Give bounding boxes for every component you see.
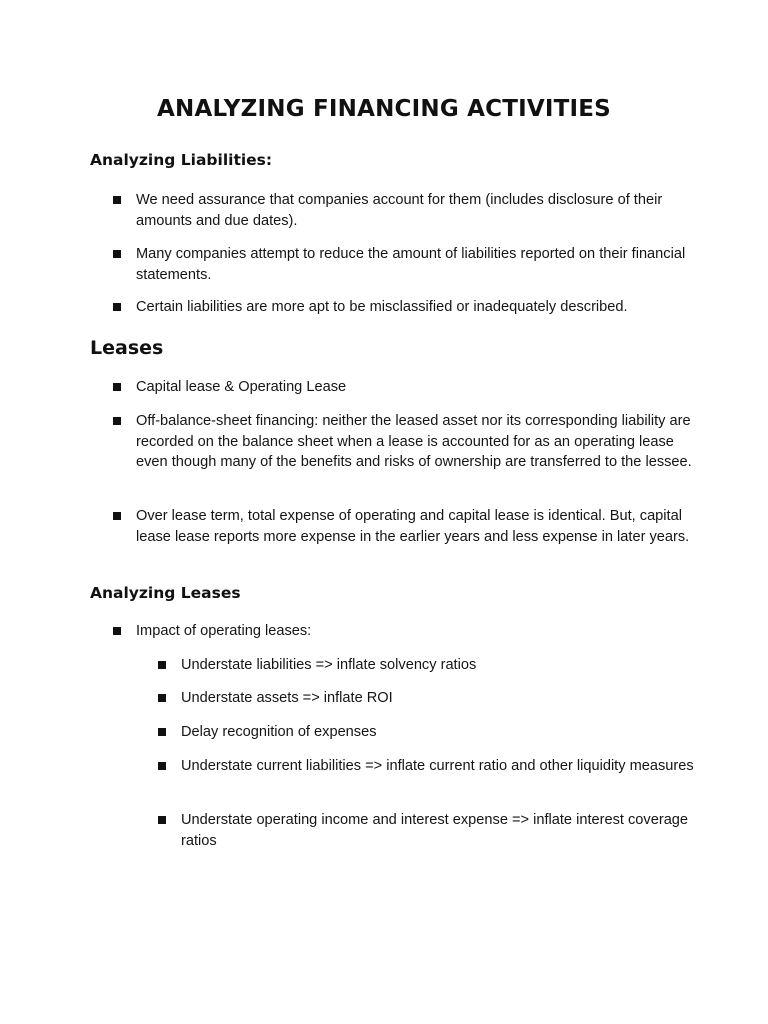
sub-bullet-marker <box>158 816 166 824</box>
list-item: Over lease term, total expense of operating and capital lease is identical. But, capital lease lease reports more expense in the earlier years and less expense in later years. <box>136 508 690 545</box>
bullet-marker <box>113 250 121 258</box>
sub-bullet-marker <box>158 694 166 702</box>
section-heading-leases: Leases <box>90 337 164 359</box>
sub-bullet-marker <box>158 728 166 736</box>
bullet-marker <box>113 383 121 391</box>
sub-bullet-marker <box>158 762 166 770</box>
bullet-marker <box>113 196 121 204</box>
sub-list-item: Understate assets => inflate ROI <box>181 690 393 706</box>
list-item: We need assurance that companies account for them (includes disclosure of their amounts and due dates). <box>136 192 663 229</box>
list-item: Many companies attempt to reduce the amount of liabilities reported on their financial statements. <box>136 246 686 283</box>
section-heading-analyzing-leases: Analyzing Leases <box>90 584 241 602</box>
sub-list-item: Delay recognition of expenses <box>181 724 377 740</box>
list-item: Certain liabilities are more apt to be misclassified or inadequately described. <box>136 299 628 315</box>
list-item: Impact of operating leases: <box>136 623 312 639</box>
document-title: ANALYZING FINANCING ACTIVITIES <box>157 96 611 122</box>
list-item: Off-balance-sheet financing: neither the leased asset nor its corresponding liability are recorded on the balance sheet when a lease is accounted for as an operating lease even though many of the benefits and risks of ownership are transferred to the lessee. <box>136 413 692 470</box>
sub-list-item: Understate current liabilities => inflate current ratio and other liquidity measures <box>181 758 694 774</box>
sub-list-item: Understate liabilities => inflate solvency ratios <box>181 657 477 673</box>
bullet-marker <box>113 417 121 425</box>
bullet-marker <box>113 512 121 520</box>
bullet-marker <box>113 627 121 635</box>
section-heading-analyzing-liabilities: Analyzing Liabilities: <box>90 151 273 169</box>
sub-bullet-marker <box>158 661 166 669</box>
sub-list-item: Understate operating income and interest expense => inflate interest coverage ratios <box>181 812 689 849</box>
bullet-marker <box>113 303 121 311</box>
list-item: Capital lease & Operating Lease <box>136 379 347 395</box>
